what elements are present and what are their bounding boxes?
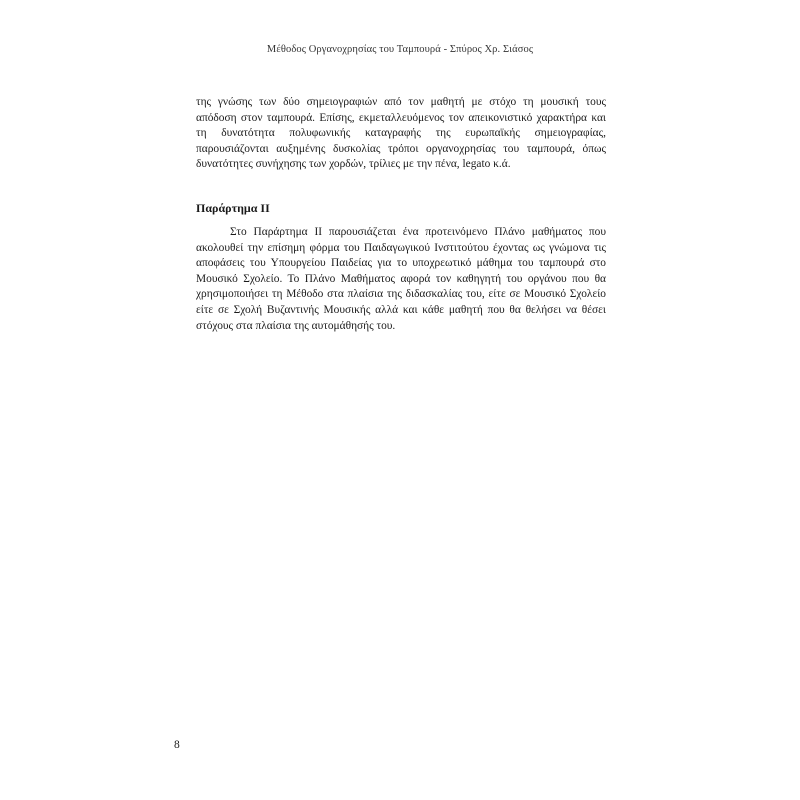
paragraph-line: ακολουθεί την επίσημη φόρμα του Παιδαγωγικού Ινστιτούτου έχοντας ως γνώμονα τις bbox=[196, 241, 606, 254]
paragraph-line: είτε σε Σχολή Βυζαντινής Μουσικής αλλά και κάθε μαθητή που θα θελήσει να θέσει bbox=[196, 303, 606, 316]
section-heading: Παράρτημα ΙΙ bbox=[196, 201, 270, 215]
paragraph-line: τη δυνατότητα πολυφωνικής καταγραφής της ευρωπαϊκής σημειογραφίας, bbox=[196, 127, 606, 140]
paragraph-line: Στο Παράρτημα ΙΙ παρουσιάζεται ένα προτεινόμενο Πλάνο μαθήματος που bbox=[230, 226, 606, 238]
paragraph-line: χρησιμοποιήσει τη Μέθοδο στα πλαίσια της διδασκαλίας του, είτε σε Μουσικό Σχολείο bbox=[196, 288, 606, 301]
page-number: 8 bbox=[174, 739, 180, 751]
paragraph-line: της γνώσης των δύο σημειογραφιών από τον μαθητή με στόχο τη μουσική τους bbox=[196, 96, 606, 108]
paragraph-line: στόχους στα πλαίσια της αυτομάθησής του. bbox=[196, 319, 396, 332]
paragraph-line: δυνατότητες συνήχησης των χορδών, τρίλιες με την πένα, legato κ.ά. bbox=[196, 158, 511, 171]
paragraph-line: αποφάσεις του Υπουργείου Παιδείας για το υποχρεωτικό μάθημα του ταμπουρά στο bbox=[196, 257, 606, 270]
body-paragraph-1 bbox=[196, 95, 606, 173]
body-paragraph-2 bbox=[196, 225, 606, 334]
running-header: Μέθοδος Οργανοχρησίας του Ταμπουρά - Σπύρος Χρ. Σιάσος bbox=[266, 44, 534, 55]
paragraph-line: Μουσικό Σχολείο. Το Πλάνο Μαθήματος αφορά τον καθηγητή του οργάνου που θα bbox=[196, 272, 606, 285]
paragraph-line: απόδοση στον ταμπουρά. Επίσης, εκμεταλλευόμενος τον απεικονιστικό χαρακτήρα και bbox=[196, 111, 606, 124]
paragraph-line: παρουσιάζονται αυξημένης δυσκολίας τρόποι οργανοχρησίας του ταμπουρά, όπως bbox=[196, 142, 606, 155]
